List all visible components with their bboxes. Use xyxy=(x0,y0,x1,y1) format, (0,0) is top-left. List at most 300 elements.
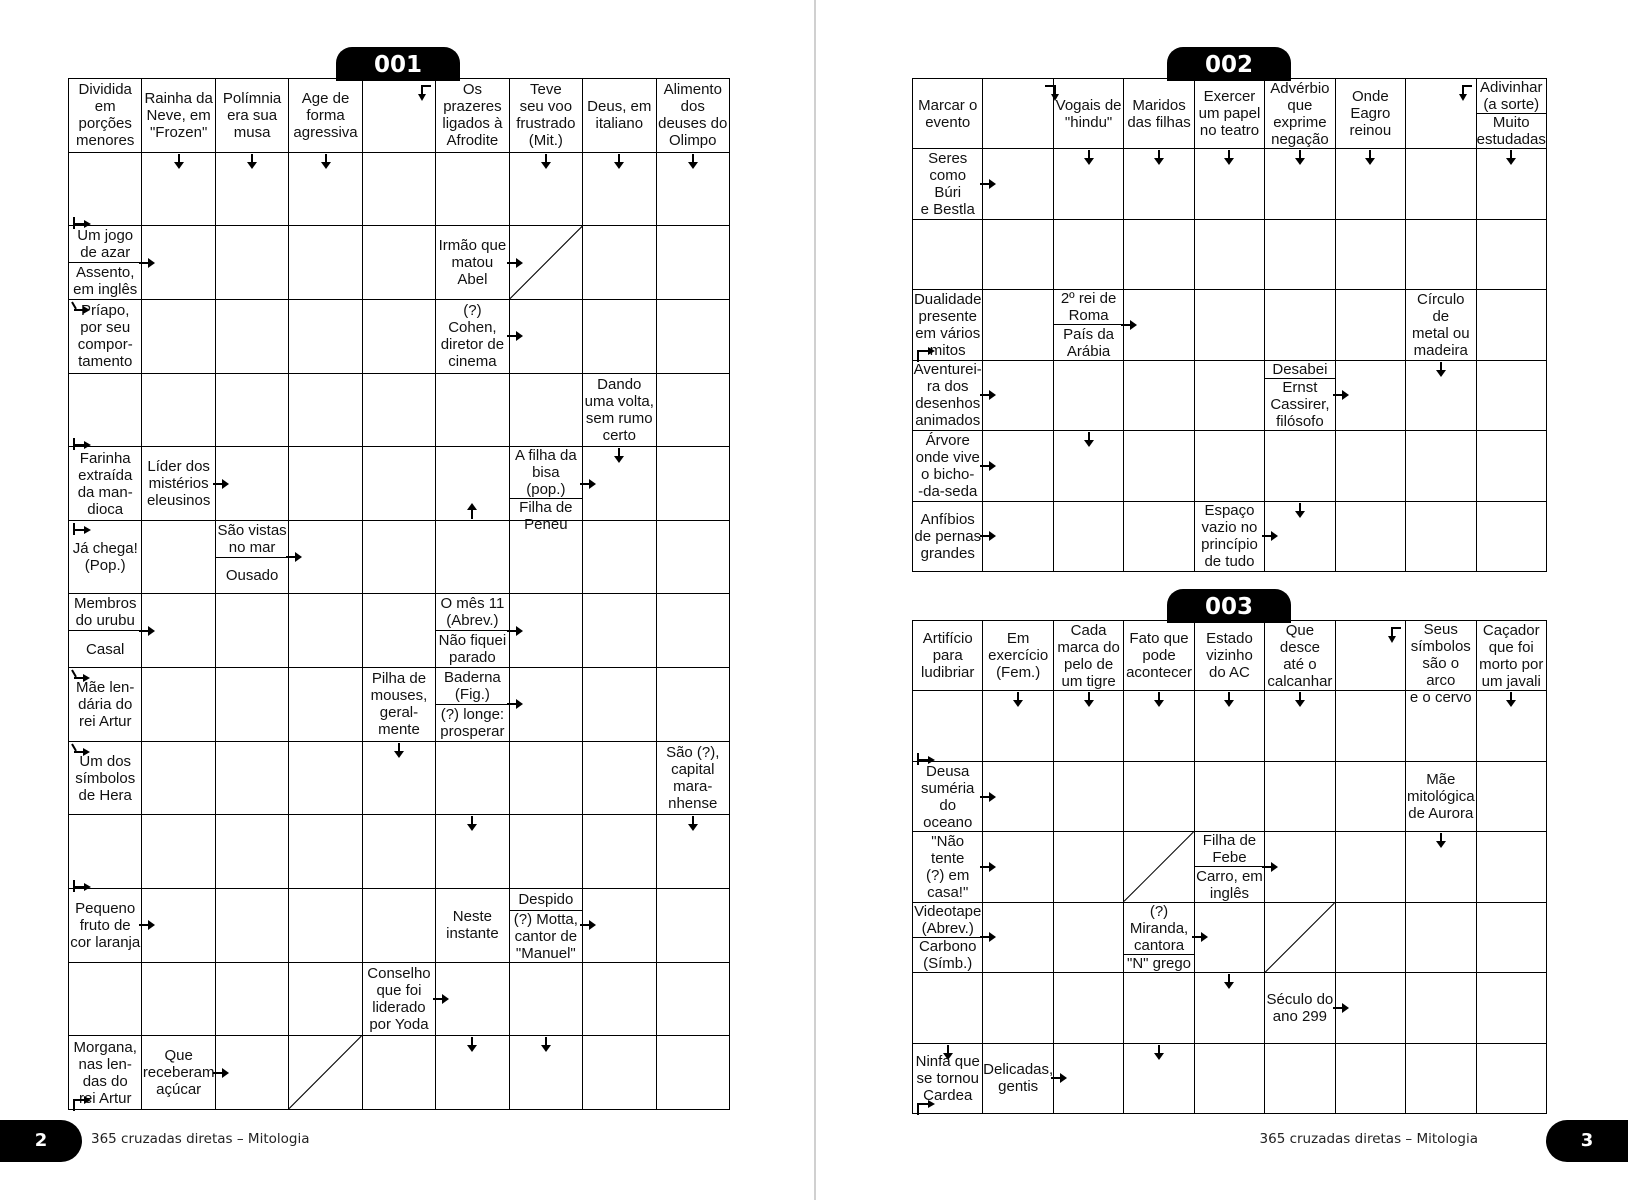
answer-cell[interactable] xyxy=(583,447,656,521)
answer-cell[interactable] xyxy=(656,447,730,521)
answer-cell[interactable] xyxy=(1053,149,1123,219)
answer-cell[interactable] xyxy=(1406,973,1476,1043)
clue-cell xyxy=(1265,360,1335,430)
clue-cell xyxy=(913,360,983,430)
answer-cell[interactable] xyxy=(583,152,656,226)
answer-cell[interactable] xyxy=(289,668,362,742)
answer-cell[interactable] xyxy=(509,152,582,226)
grid-row xyxy=(913,761,1547,831)
clue-cell xyxy=(69,668,142,742)
puzzle-number-badge: 002 xyxy=(1167,47,1291,81)
answer-cell[interactable] xyxy=(1053,691,1123,761)
answer-cell[interactable] xyxy=(983,691,1053,761)
clue-text: Exercer um papel no teatro xyxy=(1198,88,1261,140)
clue-cell xyxy=(1053,290,1123,360)
answer-cell[interactable] xyxy=(1265,431,1335,501)
answer-cell[interactable] xyxy=(1194,149,1264,219)
blocked-cell xyxy=(1265,902,1335,972)
clue-cell xyxy=(1124,902,1194,972)
answer-cell[interactable] xyxy=(436,741,509,815)
clue-cell xyxy=(656,79,730,153)
answer-cell[interactable] xyxy=(656,520,730,594)
clue-text: Polímnia era sua musa xyxy=(222,89,282,141)
answer-cell[interactable] xyxy=(142,299,215,373)
answer-cell[interactable] xyxy=(1265,219,1335,289)
clue-text: Maridos das filhas xyxy=(1127,96,1191,131)
clue-cell xyxy=(913,501,983,571)
answer-cell[interactable] xyxy=(1265,832,1335,902)
clue-cell xyxy=(69,594,142,668)
answer-cell[interactable] xyxy=(362,815,435,889)
answer-cell[interactable] xyxy=(1335,902,1405,972)
answer-cell[interactable] xyxy=(1265,290,1335,360)
clue-text: Despido xyxy=(518,890,574,908)
answer-cell[interactable] xyxy=(69,962,142,1036)
answer-cell[interactable] xyxy=(1265,761,1335,831)
clue-text: Seus símbolos são o arco e o cervo xyxy=(1409,621,1472,706)
answer-cell[interactable] xyxy=(983,79,1053,149)
answer-cell[interactable] xyxy=(362,520,435,594)
answer-cell[interactable] xyxy=(362,226,435,300)
answer-cell[interactable] xyxy=(983,431,1053,501)
answer-cell[interactable] xyxy=(289,889,362,963)
clue-text: Muito estudadas xyxy=(1476,114,1546,149)
clue-cell xyxy=(436,79,509,153)
answer-cell[interactable] xyxy=(142,668,215,742)
clue-text: Membros do urubu xyxy=(73,595,137,630)
clue-text: Filha de Febe xyxy=(1202,832,1257,867)
answer-cell[interactable] xyxy=(1476,360,1547,430)
clue-text: Morgana, nas len- das do rei Artur xyxy=(73,1038,137,1107)
answer-cell[interactable] xyxy=(1335,761,1405,831)
answer-cell[interactable] xyxy=(215,299,288,373)
answer-cell[interactable] xyxy=(1053,1043,1123,1113)
clue-text: Neste instante xyxy=(446,908,499,943)
answer-cell[interactable] xyxy=(69,373,142,447)
answer-cell[interactable] xyxy=(436,520,509,594)
answer-cell[interactable] xyxy=(1194,902,1264,972)
clue-text: Desabei xyxy=(1272,360,1328,378)
grid-row xyxy=(69,520,730,594)
answer-cell[interactable] xyxy=(509,520,582,594)
answer-cell[interactable] xyxy=(983,219,1053,289)
clue-text: Os prazeres ligados à Afrodite xyxy=(442,81,503,150)
answer-cell[interactable] xyxy=(142,889,215,963)
clue-text: Dualidade presente em vários mitos xyxy=(913,290,982,359)
answer-cell[interactable] xyxy=(509,741,582,815)
answer-cell[interactable] xyxy=(509,668,582,742)
clue-cell xyxy=(1194,501,1264,571)
answer-cell[interactable] xyxy=(656,889,730,963)
answer-cell[interactable] xyxy=(142,815,215,889)
answer-cell[interactable] xyxy=(1406,832,1476,902)
diagonal-block-icon xyxy=(1265,903,1334,972)
answer-cell[interactable] xyxy=(1194,761,1264,831)
grid-row xyxy=(913,902,1547,972)
answer-cell[interactable] xyxy=(1194,431,1264,501)
answer-cell[interactable] xyxy=(656,815,730,889)
answer-cell[interactable] xyxy=(1124,973,1194,1043)
answer-cell[interactable] xyxy=(215,447,288,521)
clue-text: Deusa suméria do oceano xyxy=(921,762,975,831)
answer-cell[interactable] xyxy=(1124,691,1194,761)
clue-cell xyxy=(913,761,983,831)
answer-cell[interactable] xyxy=(1476,973,1547,1043)
clue-cell xyxy=(1265,973,1335,1043)
clue-cell xyxy=(69,299,142,373)
clue-text: Ernst Cassirer, filósofo xyxy=(1265,378,1334,430)
clue-cell xyxy=(1124,621,1194,691)
clue-text: Delicadas, gentis xyxy=(983,1061,1054,1096)
clue-text: Príapo, por seu compor- tamento xyxy=(77,302,133,371)
clue-text: 2º rei de Roma xyxy=(1060,290,1117,325)
clue-text: Pequeno fruto de cor laranja xyxy=(70,899,141,951)
answer-cell[interactable] xyxy=(1476,501,1547,571)
grid-row xyxy=(913,149,1547,219)
answer-cell[interactable] xyxy=(913,219,983,289)
answer-cell[interactable] xyxy=(913,973,983,1043)
answer-cell[interactable] xyxy=(583,1036,656,1110)
answer-cell[interactable] xyxy=(1124,501,1194,571)
answer-cell[interactable] xyxy=(1335,621,1405,691)
answer-cell[interactable] xyxy=(1124,431,1194,501)
answer-cell[interactable] xyxy=(436,962,509,1036)
grid-row xyxy=(913,621,1547,691)
answer-cell[interactable] xyxy=(289,226,362,300)
clue-cell xyxy=(913,149,983,219)
clue-text: Carbono (Símb.) xyxy=(913,937,982,972)
clue-text: Seres como Búri e Bestla xyxy=(920,150,975,219)
answer-cell[interactable] xyxy=(983,832,1053,902)
answer-cell[interactable] xyxy=(362,373,435,447)
answer-cell[interactable] xyxy=(362,79,435,153)
answer-cell[interactable] xyxy=(1476,761,1547,831)
answer-cell[interactable] xyxy=(1053,431,1123,501)
answer-cell[interactable] xyxy=(913,691,983,761)
clue-text: Dando uma volta, sem rumo certo xyxy=(584,375,654,444)
answer-cell[interactable] xyxy=(983,761,1053,831)
answer-cell[interactable] xyxy=(436,1036,509,1110)
answer-cell[interactable] xyxy=(436,373,509,447)
answer-cell[interactable] xyxy=(509,962,582,1036)
clue-text: Um dos símbolos de Hera xyxy=(75,752,136,804)
clue-text: Videotape (Abrev.) xyxy=(914,902,982,937)
answer-cell[interactable] xyxy=(289,373,362,447)
answer-cell[interactable] xyxy=(583,299,656,373)
answer-cell[interactable] xyxy=(215,962,288,1036)
answer-cell[interactable] xyxy=(1406,79,1476,149)
grid-row xyxy=(913,1043,1547,1113)
answer-cell[interactable] xyxy=(983,360,1053,430)
answer-cell[interactable] xyxy=(1124,360,1194,430)
clue-text: Em exercício (Fem.) xyxy=(988,630,1049,682)
answer-cell[interactable] xyxy=(656,668,730,742)
clue-cell xyxy=(913,621,983,691)
answer-cell[interactable] xyxy=(1124,290,1194,360)
clue-cell xyxy=(1124,79,1194,149)
clue-cell xyxy=(1406,290,1476,360)
clue-text: Um jogo de azar xyxy=(77,227,134,262)
answer-cell[interactable] xyxy=(583,962,656,1036)
clue-text: Rainha da Neve, em "Frozen" xyxy=(144,89,213,141)
answer-cell[interactable] xyxy=(1335,360,1405,430)
answer-cell[interactable] xyxy=(583,594,656,668)
clue-cell xyxy=(436,889,509,963)
crossword-grid-003 xyxy=(912,620,1547,1114)
answer-cell[interactable] xyxy=(583,520,656,594)
clue-text: Artifício para ludibriar xyxy=(921,630,975,682)
diagonal-block-icon xyxy=(289,1036,361,1109)
clue-text: Já chega! (Pop.) xyxy=(72,540,138,575)
answer-cell[interactable] xyxy=(1124,1043,1194,1113)
answer-cell[interactable] xyxy=(362,152,435,226)
answer-cell[interactable] xyxy=(656,962,730,1036)
clue-text: São (?), capital mara- nhense xyxy=(666,744,720,813)
answer-cell[interactable] xyxy=(1124,761,1194,831)
answer-cell[interactable] xyxy=(142,373,215,447)
answer-cell[interactable] xyxy=(1053,501,1123,571)
clue-cell xyxy=(289,79,362,153)
answer-cell[interactable] xyxy=(436,815,509,889)
clue-text: Irmão que matou Abel xyxy=(438,237,507,289)
answer-cell[interactable] xyxy=(436,152,509,226)
answer-cell[interactable] xyxy=(1124,149,1194,219)
grid-row xyxy=(69,152,730,226)
clue-text: O mês 11 (Abrev.) xyxy=(440,595,505,630)
answer-cell[interactable] xyxy=(1053,360,1123,430)
clue-cell xyxy=(69,1036,142,1110)
blocked-cell xyxy=(509,226,582,300)
answer-cell[interactable] xyxy=(69,815,142,889)
answer-cell[interactable] xyxy=(215,889,288,963)
answer-cell[interactable] xyxy=(215,815,288,889)
answer-cell[interactable] xyxy=(362,1036,435,1110)
answer-cell[interactable] xyxy=(1406,360,1476,430)
answer-cell[interactable] xyxy=(1335,431,1405,501)
answer-cell[interactable] xyxy=(289,741,362,815)
answer-cell[interactable] xyxy=(1406,501,1476,571)
answer-cell[interactable] xyxy=(1476,149,1547,219)
answer-cell[interactable] xyxy=(1194,973,1264,1043)
grid-row xyxy=(69,299,730,373)
footer-title: 365 cruzadas diretas – Mitologia xyxy=(1259,1131,1478,1147)
answer-cell[interactable] xyxy=(289,447,362,521)
clue-cell xyxy=(913,832,983,902)
clue-cell xyxy=(913,902,983,972)
answer-cell[interactable] xyxy=(1476,902,1547,972)
answer-cell[interactable] xyxy=(142,226,215,300)
clue-text: Espaço vazio no princípio de tudo xyxy=(1201,502,1258,571)
clue-text: Árvore onde vive o bicho- -da-seda xyxy=(915,431,980,500)
clue-text: (?) Cohen, diretor de cinema xyxy=(440,302,505,371)
answer-cell[interactable] xyxy=(1335,290,1405,360)
answer-cell[interactable] xyxy=(142,520,215,594)
answer-cell[interactable] xyxy=(656,594,730,668)
clue-cell xyxy=(913,290,983,360)
grid-row xyxy=(69,741,730,815)
clue-text: A filha da bisa (pop.) xyxy=(514,447,577,499)
clue-cell xyxy=(913,431,983,501)
answer-cell[interactable] xyxy=(289,962,362,1036)
answer-cell[interactable] xyxy=(1335,501,1405,571)
clue-text: Mãe mitológica de Aurora xyxy=(1407,771,1475,823)
clue-cell xyxy=(69,79,142,153)
answer-cell[interactable] xyxy=(289,299,362,373)
grid-row xyxy=(69,1036,730,1110)
answer-cell[interactable] xyxy=(509,594,582,668)
answer-cell[interactable] xyxy=(1335,832,1405,902)
clue-cell xyxy=(1265,621,1335,691)
answer-cell[interactable] xyxy=(215,1036,288,1110)
grid-row xyxy=(69,447,730,521)
page-number: 3 xyxy=(1546,1120,1628,1162)
answer-cell[interactable] xyxy=(1406,149,1476,219)
answer-cell[interactable] xyxy=(1406,691,1476,761)
answer-cell[interactable] xyxy=(509,299,582,373)
answer-cell[interactable] xyxy=(1476,832,1547,902)
answer-cell[interactable] xyxy=(289,520,362,594)
answer-cell[interactable] xyxy=(1476,431,1547,501)
answer-cell[interactable] xyxy=(215,741,288,815)
answer-cell[interactable] xyxy=(583,889,656,963)
answer-cell[interactable] xyxy=(289,152,362,226)
clue-cell xyxy=(436,299,509,373)
clue-cell xyxy=(1053,621,1123,691)
clue-text: (?) longe: prosperar xyxy=(436,704,508,741)
answer-cell[interactable] xyxy=(1265,1043,1335,1113)
answer-cell[interactable] xyxy=(1335,691,1405,761)
answer-cell[interactable] xyxy=(1194,360,1264,430)
answer-cell[interactable] xyxy=(362,594,435,668)
clue-text: Onde Eagro reinou xyxy=(1349,88,1392,140)
answer-cell[interactable] xyxy=(1476,290,1547,360)
answer-cell[interactable] xyxy=(1406,902,1476,972)
answer-cell[interactable] xyxy=(142,962,215,1036)
answer-cell[interactable] xyxy=(983,501,1053,571)
clue-text: Círculo de metal ou madeira xyxy=(1412,290,1470,359)
clue-text: Filha de Peneu xyxy=(510,498,582,533)
answer-cell[interactable] xyxy=(215,373,288,447)
answer-cell[interactable] xyxy=(362,741,435,815)
answer-cell[interactable] xyxy=(1476,1043,1547,1113)
grid-row xyxy=(69,594,730,668)
answer-cell[interactable] xyxy=(1124,219,1194,289)
answer-cell[interactable] xyxy=(1335,149,1405,219)
answer-cell[interactable] xyxy=(583,668,656,742)
clue-text: Mãe len- dária do rei Artur xyxy=(76,678,135,730)
clue-text: Advérbio que exprime negação xyxy=(1270,79,1330,148)
answer-cell[interactable] xyxy=(362,447,435,521)
grid-row xyxy=(913,973,1547,1043)
footer-title: 365 cruzadas diretas – Mitologia xyxy=(91,1131,310,1147)
clue-cell xyxy=(1476,621,1547,691)
grid-row xyxy=(913,501,1547,571)
answer-cell[interactable] xyxy=(1265,149,1335,219)
answer-cell[interactable] xyxy=(1406,219,1476,289)
answer-cell[interactable] xyxy=(142,594,215,668)
clue-text: Marcar o evento xyxy=(918,96,978,131)
answer-cell[interactable] xyxy=(583,226,656,300)
answer-cell[interactable] xyxy=(1053,219,1123,289)
answer-cell[interactable] xyxy=(1476,691,1547,761)
answer-cell[interactable] xyxy=(983,902,1053,972)
answer-cell[interactable] xyxy=(1053,973,1123,1043)
clue-text: Adivinhar (a sorte) xyxy=(1479,79,1543,114)
answer-cell[interactable] xyxy=(656,152,730,226)
answer-cell[interactable] xyxy=(215,152,288,226)
answer-cell[interactable] xyxy=(289,815,362,889)
answer-cell[interactable] xyxy=(142,741,215,815)
answer-cell[interactable] xyxy=(1194,219,1264,289)
answer-cell[interactable] xyxy=(289,594,362,668)
answer-cell[interactable] xyxy=(1476,219,1547,289)
answer-cell[interactable] xyxy=(509,1036,582,1110)
answer-cell[interactable] xyxy=(362,889,435,963)
answer-cell[interactable] xyxy=(215,594,288,668)
clue-cell xyxy=(509,447,582,534)
clue-text: Teve seu voo frustrado (Mit.) xyxy=(516,81,576,150)
diagonal-block-icon xyxy=(1124,832,1193,901)
clue-text: Século do ano 299 xyxy=(1266,990,1334,1025)
answer-cell[interactable] xyxy=(215,668,288,742)
answer-cell[interactable] xyxy=(656,226,730,300)
answer-cell[interactable] xyxy=(509,373,582,447)
answer-cell[interactable] xyxy=(656,299,730,373)
answer-cell[interactable] xyxy=(1053,761,1123,831)
clue-text: Ninfa que se tornou Cardea xyxy=(915,1052,980,1104)
clue-cell xyxy=(913,1043,983,1113)
clue-cell xyxy=(362,668,435,742)
answer-cell[interactable] xyxy=(69,152,142,226)
answer-cell[interactable] xyxy=(1053,832,1123,902)
grid-row xyxy=(913,290,1547,360)
clue-cell xyxy=(656,741,730,815)
answer-cell[interactable] xyxy=(1335,219,1405,289)
clue-text: Casal xyxy=(69,630,141,667)
answer-cell[interactable] xyxy=(983,973,1053,1043)
answer-cell[interactable] xyxy=(656,373,730,447)
answer-cell[interactable] xyxy=(983,149,1053,219)
grid-row xyxy=(69,226,730,300)
answer-cell[interactable] xyxy=(215,226,288,300)
clue-cell xyxy=(913,79,983,149)
page-number: 2 xyxy=(0,1120,82,1162)
answer-cell[interactable] xyxy=(1194,290,1264,360)
answer-cell[interactable] xyxy=(1265,501,1335,571)
answer-cell[interactable] xyxy=(1265,691,1335,761)
grid-row xyxy=(913,691,1547,761)
answer-cell[interactable] xyxy=(1335,1043,1405,1113)
answer-cell[interactable] xyxy=(656,1036,730,1110)
answer-cell[interactable] xyxy=(1194,1043,1264,1113)
answer-cell[interactable] xyxy=(142,152,215,226)
answer-cell[interactable] xyxy=(1053,902,1123,972)
answer-cell[interactable] xyxy=(1335,973,1405,1043)
blocked-cell xyxy=(289,1036,362,1110)
answer-cell[interactable] xyxy=(362,299,435,373)
answer-cell[interactable] xyxy=(1406,1043,1476,1113)
answer-cell[interactable] xyxy=(1194,691,1264,761)
answer-cell[interactable] xyxy=(583,815,656,889)
answer-cell[interactable] xyxy=(509,815,582,889)
clue-text: (?) Miranda, cantora xyxy=(1129,902,1189,954)
answer-cell[interactable] xyxy=(983,290,1053,360)
answer-cell[interactable] xyxy=(583,741,656,815)
clue-cell xyxy=(1194,79,1264,149)
answer-cell[interactable] xyxy=(1406,431,1476,501)
clue-text: "N" grego xyxy=(1124,954,1193,972)
puzzle-number-badge: 003 xyxy=(1167,589,1291,623)
